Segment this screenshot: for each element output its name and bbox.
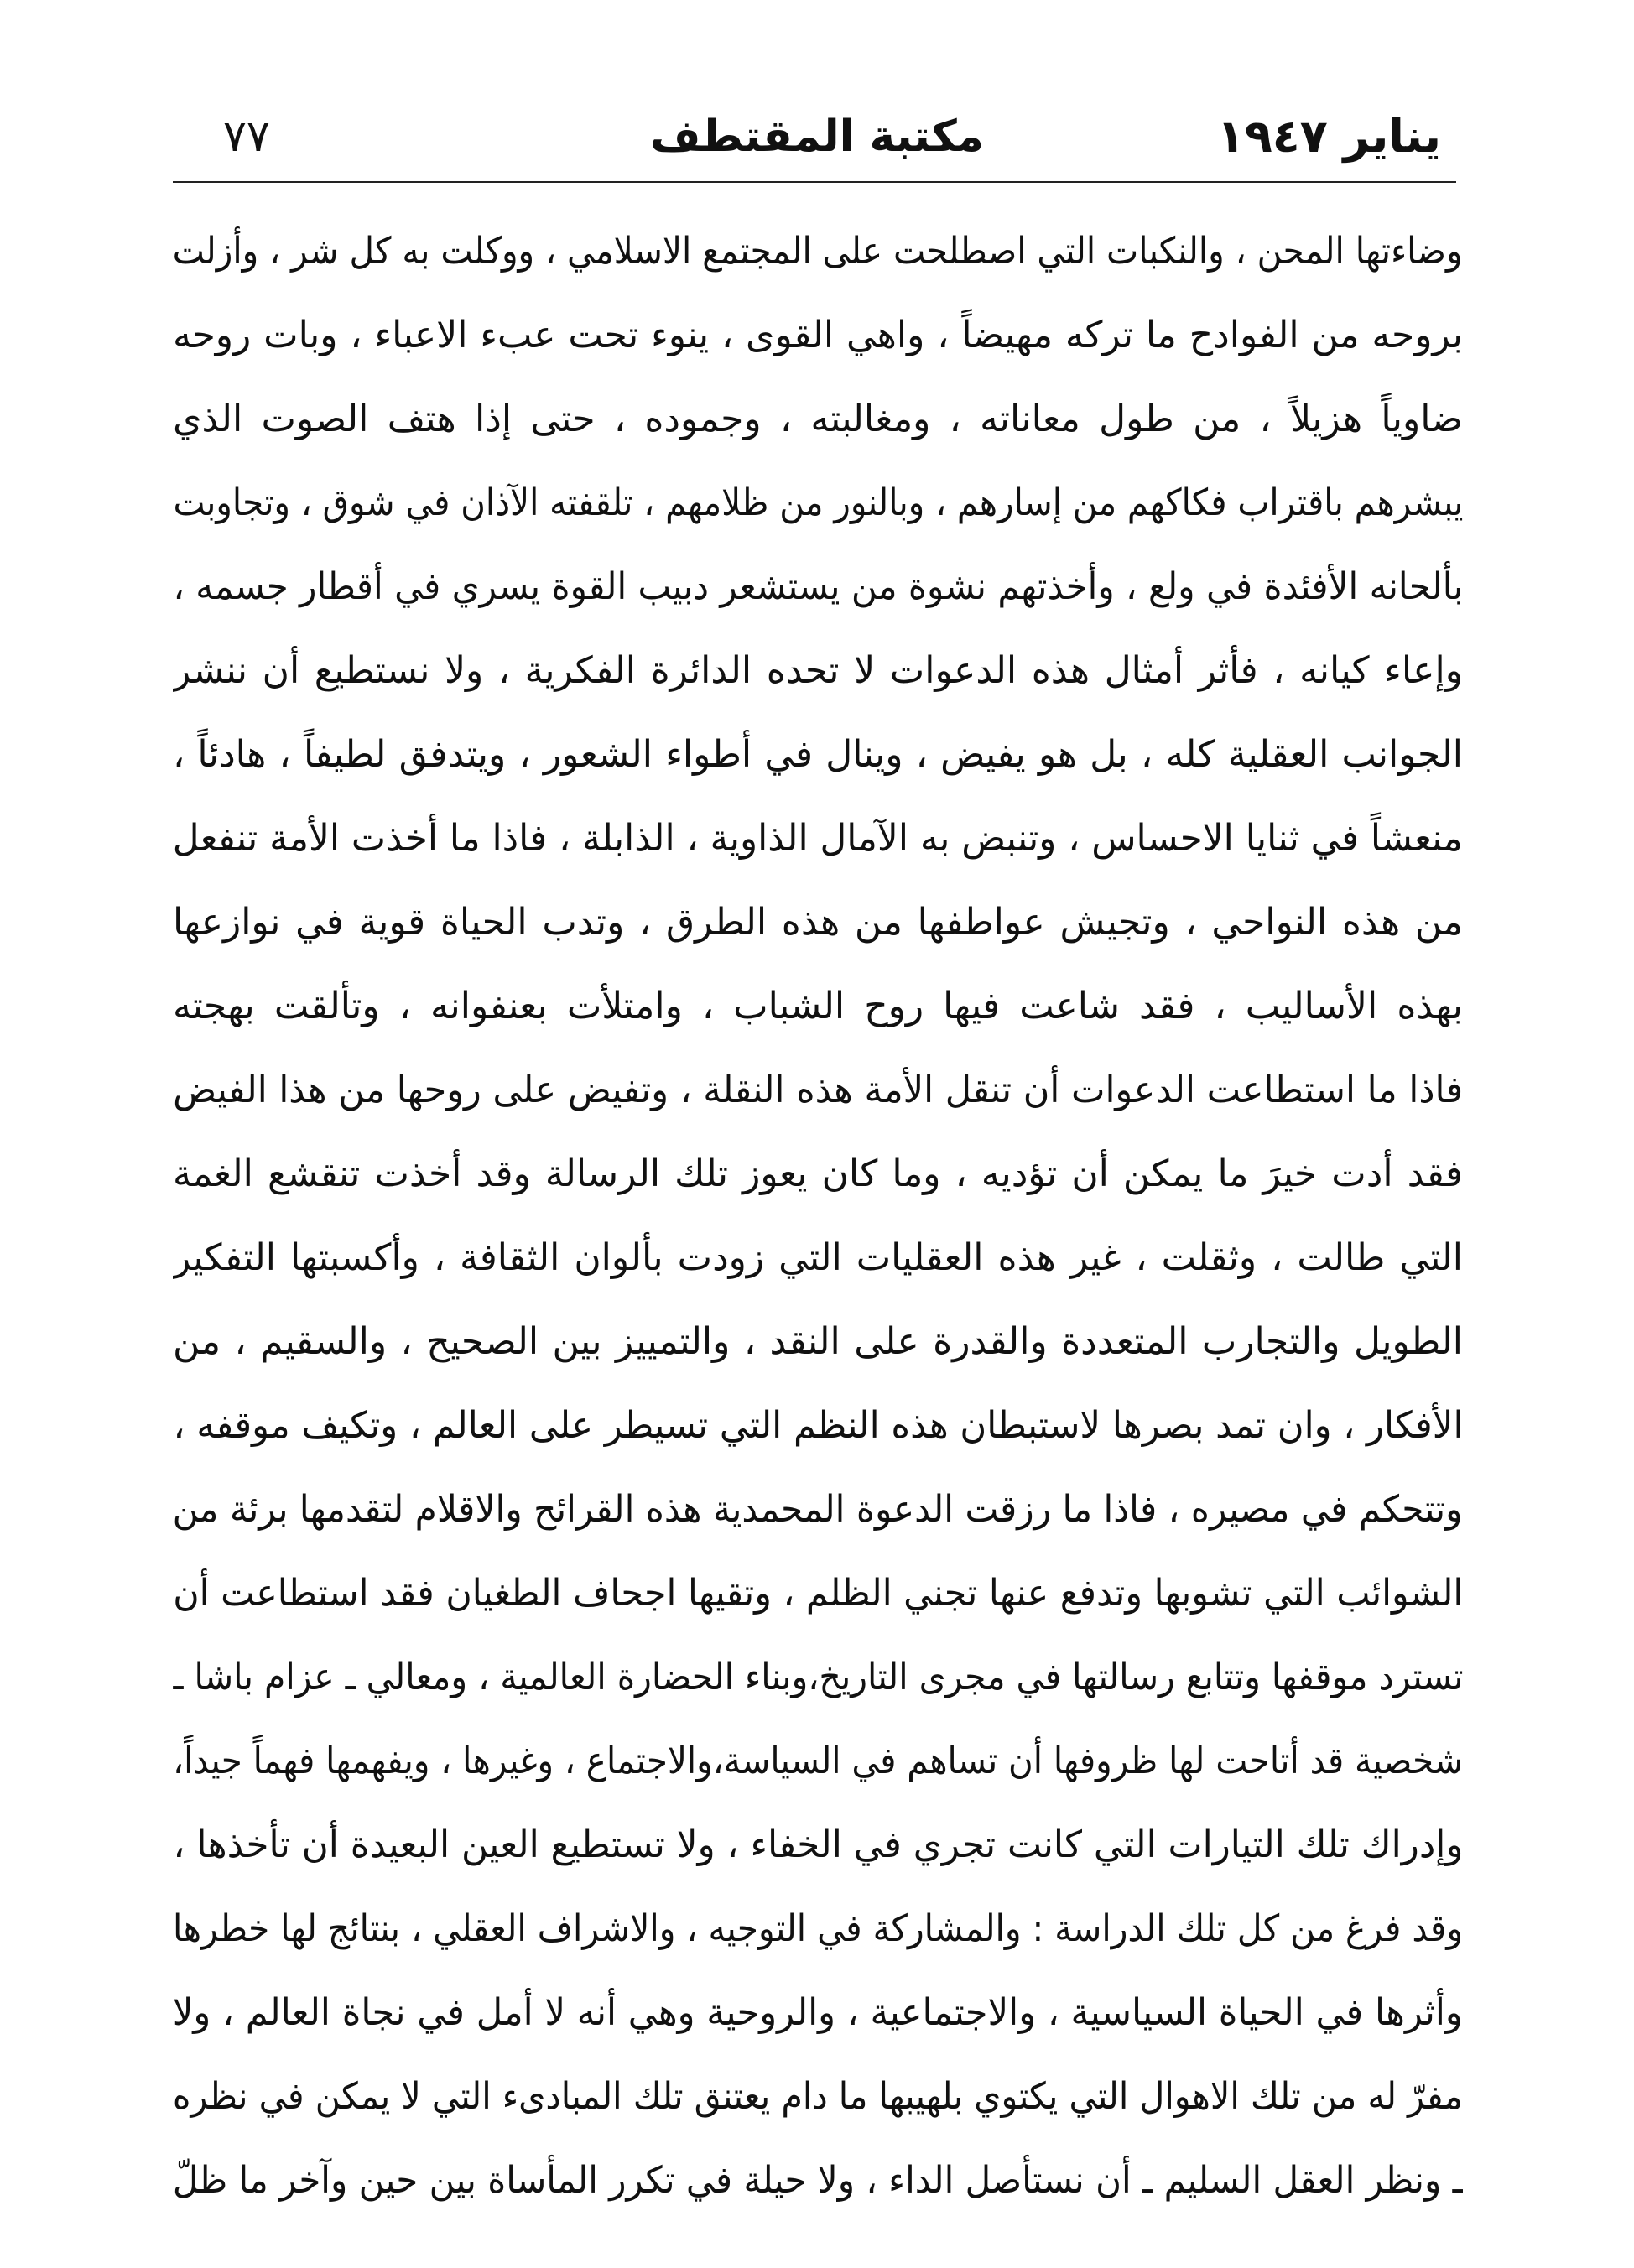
text-line-row [173,629,1463,713]
text-line: وإعاء كيانه ، فأثر أمثال هذه الدعوات لا تحده الدائرة الفكرية ، ولا نستطيع أن ننشر [173,649,1463,692]
text-line-row [173,797,1463,881]
text-line-row [173,1552,1463,1636]
text-line: ـ ونظر العقل السليم ـ أن نستأصل الداء ، ولا حيلة في تكرر المأساة بين حين وآخر ما ظلّ [173,2159,1463,2202]
text-line-row [173,1300,1463,1384]
text-line-row [173,1216,1463,1300]
text-line-row [173,965,1463,1048]
text-line: وقد فرغ من كل تلك الدراسة : والمشاركة في التوجيه ، والاشراف العقلي ، بنتائج لها خطرها [173,1907,1463,1950]
text-line-row [173,2055,1463,2139]
text-line: بألحانه الأفئدة في ولع ، وأخذتهم نشوة من يستشعر دبيب القوة يسري في أقطار جسمه ، [173,565,1463,608]
text-line: بهذه الأساليب ، فقد شاعت فيها روح الشباب ، وامتلأت بعنفوانه ، وتألقت بهجته [173,985,1463,1027]
text-line-row [173,1048,1463,1132]
header-title: مكتبة المقتطف [650,112,984,162]
text-line-row [173,713,1463,797]
text-line: مفرّ له من تلك الاهوال التي يكتوي بلهيبها ما دام يعتنق تلك المبادىء التي لا يمكن في نظره [173,2075,1463,2118]
text-line-row [173,545,1463,629]
text-line-row [173,294,1463,377]
text-line: من هذه النواحي ، وتجيش عواطفها من هذه الطرق ، وتدب الحياة قوية في نوازعها [173,901,1463,944]
text-line: بروحه من الفوادح ما تركه مهيضاً ، واهي القوى ، ينوء تحت عبء الاعباء ، وبات روحه [173,314,1463,356]
text-line: الشوائب التي تشوبها وتدفع عنها تجني الظلم ، وتقيها اجحاف الطغيان فقد استطاعت أن [173,1572,1463,1615]
text-line-row [173,881,1463,965]
text-line: وإدراك تلك التيارات التي كانت تجري في الخفاء ، ولا تستطيع العين البعيدة أن تأخذها ، [173,1823,1463,1866]
text-line-row [173,1636,1463,1719]
text-line: تسترد موقفها وتتابع رسالتها في مجرى التاريخ،وبناء الحضارة العالمية ، ومعالي ـ عزام باشا ـ [173,1656,1463,1698]
text-line: فاذا ما استطاعت الدعوات أن تنقل الأمة هذه النقلة ، وتفيض على روحها من هذا الفيض [173,1069,1463,1111]
text-line: يبشرهم باقتراب فكاكهم من إسارهم ، وبالنور من ظلامهم ، تلقفته الآذان في شوق ، وتجاوبت [173,481,1463,524]
text-line: الأفكار ، وان تمد بصرها لاستبطان هذه النظم التي تسيطر على العالم ، وتكيف موقفه ، [173,1404,1463,1447]
text-line-row [173,1468,1463,1552]
page-number: ٧٧ [223,112,270,162]
text-line-row [173,1803,1463,1887]
text-line: الطويل والتجارب المتعددة والقدرة على النقد ، والتمييز بين الصحيح ، والسقيم ، من [173,1320,1463,1363]
text-line-row [173,1971,1463,2055]
text-line: الجوانب العقلية كله ، بل هو يفيض ، وينال في أطواء الشعور ، ويتدفق لطيفاً ، هادئاً ، [173,733,1463,776]
text-line-row [173,461,1463,545]
text-line: التي طالت ، وثقلت ، غير هذه العقليات التي زودت بألوان الثقافة ، وأكسبتها التفكير [173,1236,1463,1279]
text-line-row [173,1132,1463,1216]
text-line-row [173,2139,1463,2223]
text-line-row [173,1384,1463,1468]
text-line: وأثرها في الحياة السياسية ، والاجتماعية ، والروحية وهي أنه لا أمل في نجاة العالم ، ولا [173,1991,1463,2034]
text-line-row [173,210,1463,294]
text-line-row [173,1719,1463,1803]
body-text [173,210,1463,2223]
text-line: شخصية قد أتاحت لها ظروفها أن تساهم في السياسة،والاجتماع ، وغيرها ، ويفهمها فهماً جيداً، [173,1740,1463,1782]
header-rule [173,181,1456,183]
text-line: ضاوياً هزيلاً ، من طول معاناته ، ومغالبته ، وجموده ، حتى إذا هتف الصوت الذي [173,398,1463,440]
text-line-row [173,377,1463,461]
header-date: يناير ١٩٤٧ [1216,110,1441,163]
text-line: فقد أدت خيرَ ما يمكن أن تؤديه ، وما كان يعوز تلك الرسالة وقد أخذت تنقشع الغمة [173,1152,1463,1195]
text-line: منعشاً في ثنايا الاحساس ، وتنبض به الآمال الذاوية ، الذابلة ، فاذا ما أخذت الأمة تنفعل [173,817,1463,860]
text-line: وضاءتها المحن ، والنكبات التي اصطلحت على المجتمع الاسلامي ، ووكلت به كل شر ، وأزلت [173,230,1463,273]
text-line: وتتحكم في مصيره ، فاذا ما رزقت الدعوة المحمدية هذه القرائح والاقلام لتقدمها برئة من [173,1488,1463,1531]
text-line-row [173,1887,1463,1971]
